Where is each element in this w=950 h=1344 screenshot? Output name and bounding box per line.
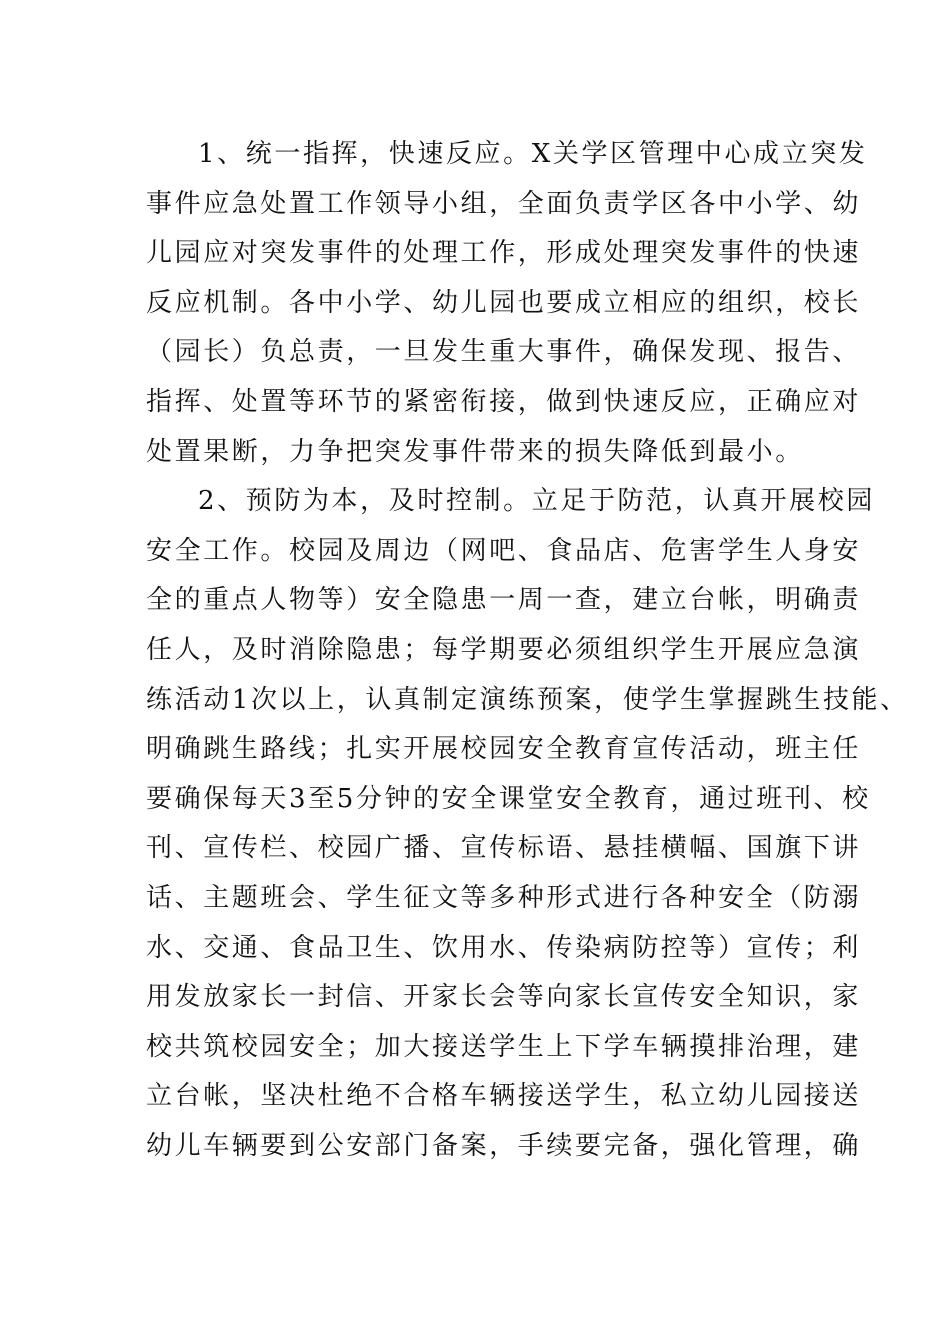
paragraph-1 <box>146 130 868 477</box>
paragraph-line: 事件应急处置工作领导小组，全面负责学区各中小学、幼 <box>146 188 862 219</box>
document-body <box>146 130 909 1171</box>
paragraph-line: （园长）负总责，一旦发生重大事件，确保发现、报告、 <box>146 337 862 368</box>
paragraph-line: 儿园应对突发事件的处理工作，形成处理突发事件的快速 <box>146 238 862 269</box>
paragraph-line: 用发放家长一封信、开家长会等向家长宣传安全知识，家 <box>146 982 862 1013</box>
paragraph-line: 指挥、处置等环节的紧密衔接，做到快速反应，正确应对 <box>146 386 862 417</box>
paragraph-line: 练活动1次以上，认真制定演练预案，使学生掌握跳生技能、 <box>146 684 909 715</box>
paragraph-2 <box>146 477 909 1171</box>
paragraph-line: 明确跳生路线；扎实开展校园安全教育宣传活动，班主任 <box>146 734 862 765</box>
paragraph-line: 立台帐，坚决杜绝不合格车辆接送学生，私立幼儿园接送 <box>146 1081 862 1112</box>
paragraph-line: 要确保每天3至5分钟的安全课堂安全教育，通过班刊、校 <box>146 783 871 814</box>
paragraph-line: 1、统一指挥，快速反应。X关学区管理中心成立突发 <box>198 139 868 169</box>
paragraph-line: 刊、宣传栏、校园广播、宣传标语、悬挂横幅、国旗下讲 <box>146 833 862 864</box>
paragraph-line: 2、预防为本，及时控制。立足于防范，认真开展校园 <box>198 486 875 517</box>
paragraph-line: 幼儿车辆要到公安部门备案，手续要完备，强化管理，确 <box>146 1130 862 1161</box>
paragraph-line: 校共筑校园安全；加大接送学生上下学车辆摸排治理，建 <box>146 1031 862 1062</box>
paragraph-line: 反应机制。各中小学、幼儿园也要成立相应的组织，校长 <box>146 287 862 318</box>
paragraph-line: 水、交通、食品卫生、饮用水、传染病防控等）宣传；利 <box>146 932 862 963</box>
paragraph-line: 话、主题班会、学生征文等多种形式进行各种安全（防溺 <box>146 882 862 913</box>
paragraph-line: 处置果断，力争把突发事件带来的损失降低到最小。 <box>146 436 804 467</box>
paragraph-line: 全的重点人物等）安全隐患一周一查，建立台帐，明确责 <box>146 585 862 616</box>
paragraph-line: 任人，及时消除隐患；每学期要必须组织学生开展应急演 <box>146 634 862 665</box>
paragraph-line: 安全工作。校园及周边（网吧、食品店、危害学生人身安 <box>146 535 862 566</box>
